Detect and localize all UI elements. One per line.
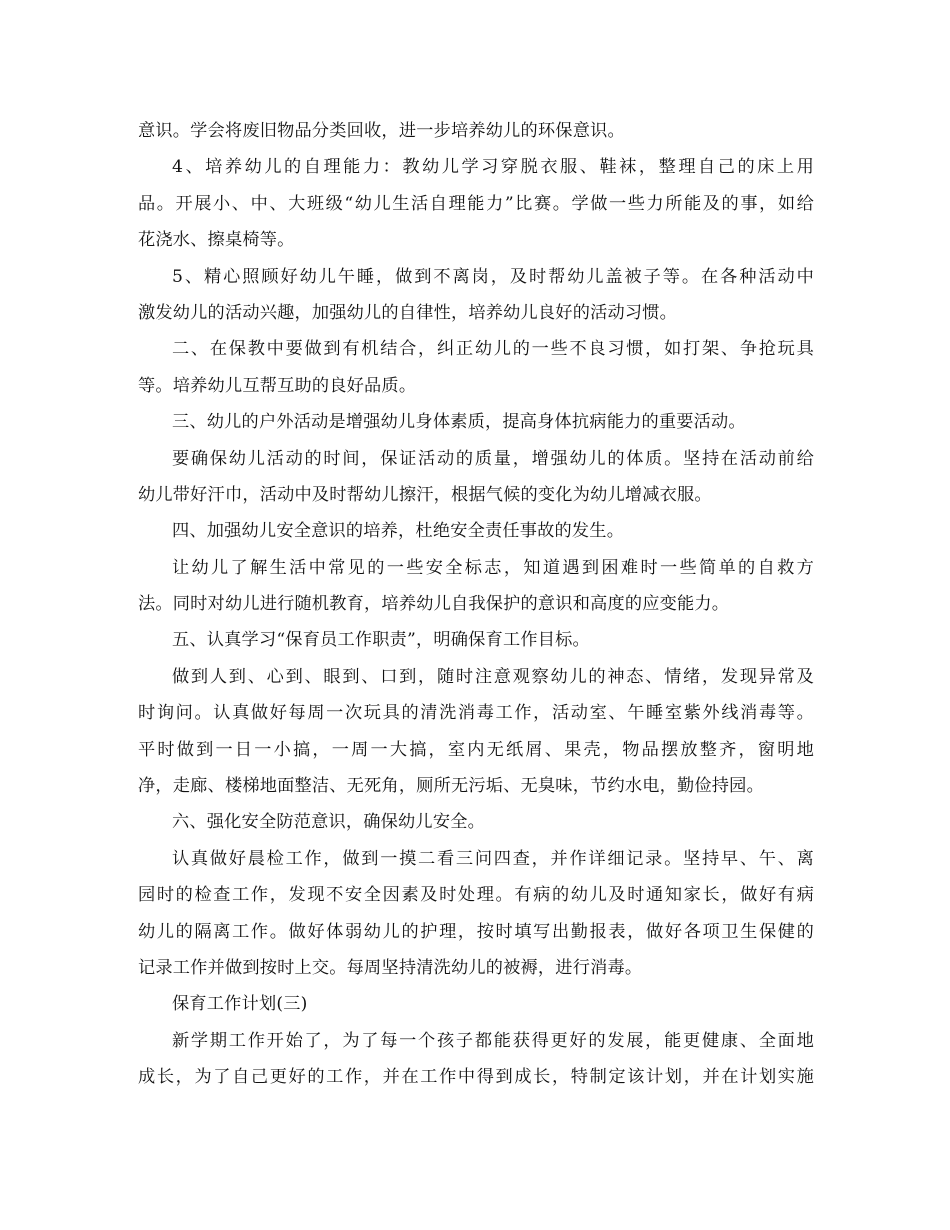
document-body [138, 113, 814, 1096]
text-line: 二、在保教中要做到有机结合，纠正幼儿的一些不良习惯，如打架、争抢玩具 [172, 339, 814, 360]
text-line: 新学期工作开始了，为了每一个孩子都能获得更好的发展，能更健康、全面地 [172, 1030, 814, 1051]
text-line: 品。开展小、中、大班级“幼儿生活自理能力”比赛。学做一些力所能及的事，如给 [138, 193, 814, 214]
text-line: 三、幼儿的户外活动是增强幼儿身体素质，提高身体抗病能力的重要活动。 [172, 412, 746, 433]
section-heading: 保育工作计划(三) [172, 994, 308, 1015]
text-line: 六、强化安全防范意识，确保幼儿安全。 [172, 812, 485, 833]
text-line: 等。培养幼儿互帮互助的良好品质。 [138, 375, 417, 396]
text-line: 要确保幼儿活动的时间，保证活动的质量，增强幼儿的体质。坚持在活动前给 [172, 448, 814, 469]
text-line: 净，走廊、楼梯地面整洁、无死角，厕所无污垢、无臭味，节约水电，勤俭持园。 [138, 776, 764, 797]
text-line: 幼儿带好汗巾，活动中及时帮幼儿擦汗，根据气候的变化为幼儿增减衣服。 [138, 484, 712, 505]
text-line: 认真做好晨检工作，做到一摸二看三问四查，并作详细记录。坚持早、午、离 [172, 848, 814, 869]
text-line: 五、认真学习“保育员工作职责”，明确保育工作目标。 [172, 630, 590, 651]
text-line: 园时的检查工作，发现不安全因素及时处理。有病的幼儿及时通知家长，做好有病 [138, 885, 814, 906]
text-line: 四、加强幼儿安全意识的培养，杜绝安全责任事故的发生。 [172, 521, 625, 542]
text-line: 平时做到一日一小搞，一周一大搞，室内无纸屑、果壳，物品摆放整齐，窗明地 [138, 739, 814, 760]
text-line: 5、精心照顾好幼儿午睡，做到不离岗，及时帮幼儿盖被子等。在各种活动中 [172, 266, 814, 287]
text-line: 花浇水、擦桌椅等。 [138, 230, 295, 251]
text-line: 激发幼儿的活动兴趣，加强幼儿的自律性，培养幼儿良好的活动习惯。 [138, 302, 678, 323]
text-line: 幼儿的隔离工作。做好体弱幼儿的护理，按时填写出勤报表，做好各项卫生保健的 [138, 921, 814, 942]
text-line: 让幼儿了解生活中常见的一些安全标志，知道遇到困难时一些简单的自救方 [172, 557, 814, 578]
text-line: 做到人到、心到、眼到、口到，随时注意观察幼儿的神态、情绪，发现异常及 [172, 666, 814, 687]
text-line: 法。同时对幼儿进行随机教育，培养幼儿自我保护的意识和高度的应变能力。 [138, 594, 730, 615]
text-line: 时询问。认真做好每周一次玩具的清洗消毒工作，活动室、午睡室紫外线消毒等。 [138, 703, 814, 724]
text-line: 意识。学会将废旧物品分类回收，进一步培养幼儿的环保意识。 [138, 121, 625, 141]
text-line: 记录工作并做到按时上交。每周坚持清洗幼儿的被褥，进行消毒。 [138, 957, 643, 978]
text-line: 成长，为了自己更好的工作，并在工作中得到成长，特制定该计划，并在计划实施 [138, 1067, 814, 1088]
text-line: 4、培养幼儿的自理能力：教幼儿学习穿脱衣服、鞋袜，整理自己的床上用 [172, 157, 814, 178]
